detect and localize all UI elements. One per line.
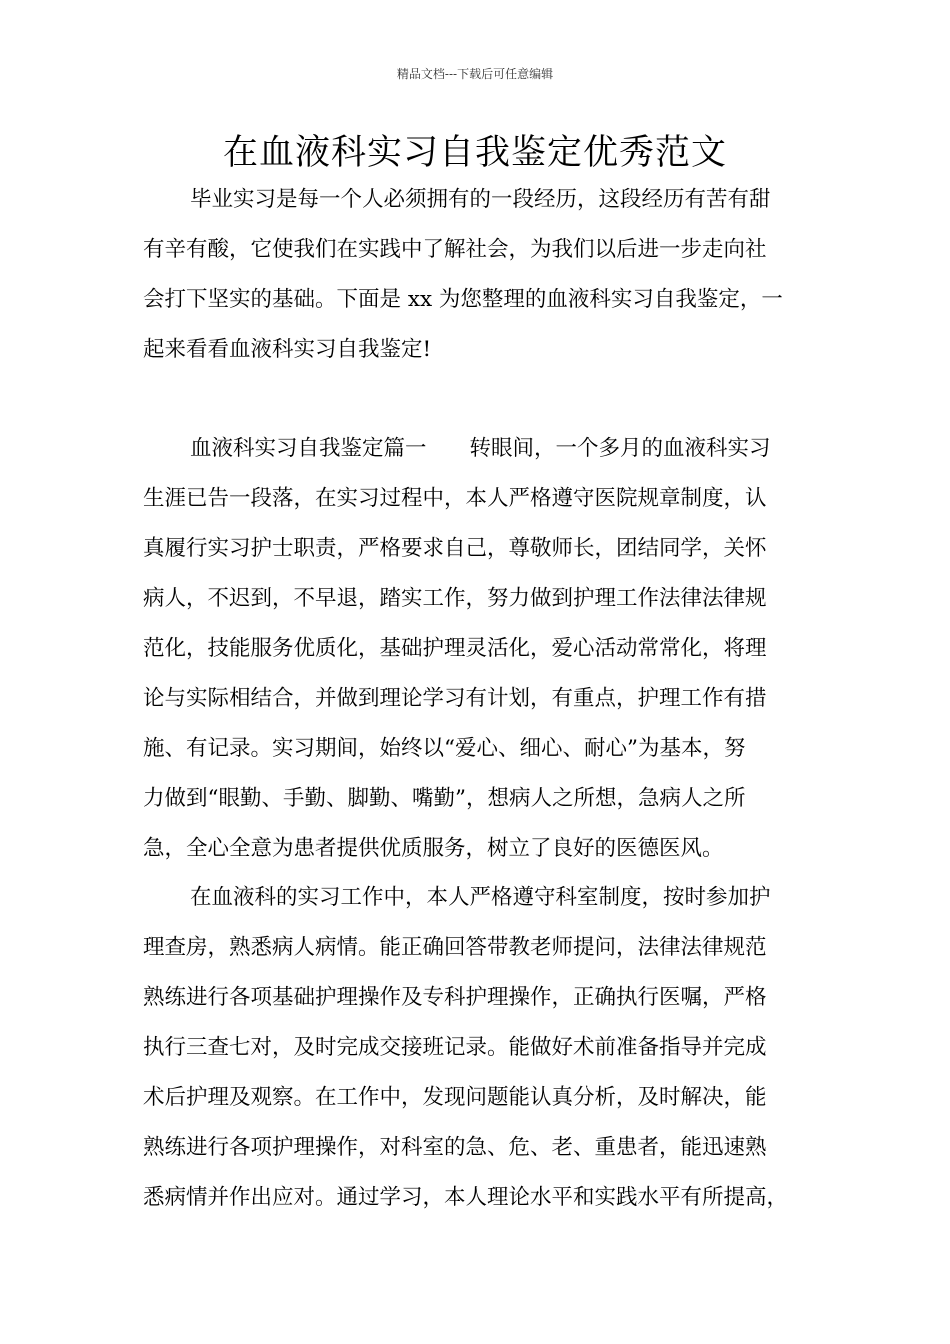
paragraph-line: 毕业实习是每一个人必须拥有的一段经历，这段经历有苦有甜 <box>190 187 771 212</box>
paragraph-line: 施、有记录。实习期间，始终以“爱心、细心、耐心”为基本，努 <box>143 736 746 761</box>
paragraph-line: 悉病情并作出应对。通过学习，本人理论水平和实践水平有所提高， <box>143 1185 789 1210</box>
paragraph-line: 熟练进行各项护理操作，对科室的急、危、老、重患者，能迅速熟 <box>143 1135 767 1160</box>
paragraph-line: 真履行实习护士职责，严格要求自己，尊敬师长，团结同学，关怀 <box>143 536 767 561</box>
paragraph-line: 术后护理及观察。在工作中，发现问题能认真分析，及时解决，能 <box>143 1085 767 1110</box>
paragraph-section-one <box>143 424 823 874</box>
paragraph-line: 病人，不迟到，不早退，踏实工作，努力做到护理工作法律法律规 <box>143 586 767 611</box>
paragraph-intro <box>143 175 823 375</box>
paragraph-line: 理查房，熟悉病人病情。能正确回答带教老师提问，法律法律规范 <box>143 935 767 960</box>
paragraph-line: 熟练进行各项基础护理操作及专科护理操作，正确执行医嘱，严格 <box>143 985 767 1010</box>
document-title: 在血液科实习自我鉴定优秀范文 <box>222 133 727 173</box>
paragraph-line: 生涯已告一段落，在实习过程中，本人严格遵守医院规章制度，认 <box>143 486 767 511</box>
paragraph-hematology-work <box>143 873 823 1223</box>
paragraph-line: 执行三查七对，及时完成交接班记录。能做好术前准备指导并完成 <box>143 1035 767 1060</box>
paragraph-line: 范化，技能服务优质化，基础护理灵活化，爱心活动常常化，将理 <box>143 636 767 661</box>
paragraph-line: 起来看看血液科实习自我鉴定! <box>143 337 432 362</box>
paragraph-line: 会打下坚实的基础。下面是 xx 为您整理的血液科实习自我鉴定，一 <box>143 287 783 312</box>
paragraph-line: 论与实际相结合，并做到理论学习有计划，有重点，护理工作有措 <box>143 686 767 711</box>
paragraph-line: 急，全心全意为患者提供优质服务，树立了良好的医德医风。 <box>143 836 724 861</box>
paragraph-line: 血液科实习自我鉴定篇一 转眼间，一个多月的血液科实习 <box>190 436 771 461</box>
page-header: 精品文档---下载后可任意编辑 <box>396 67 554 81</box>
paragraph-line: 有辛有酸，它使我们在实践中了解社会，为我们以后进一步走向社 <box>143 237 767 262</box>
paragraph-line: 力做到“眼勤、手勤、脚勤、嘴勤”，想病人之所想，急病人之所 <box>143 786 746 811</box>
paragraph-line: 在血液科的实习工作中，本人严格遵守科室制度，按时参加护 <box>190 885 771 910</box>
